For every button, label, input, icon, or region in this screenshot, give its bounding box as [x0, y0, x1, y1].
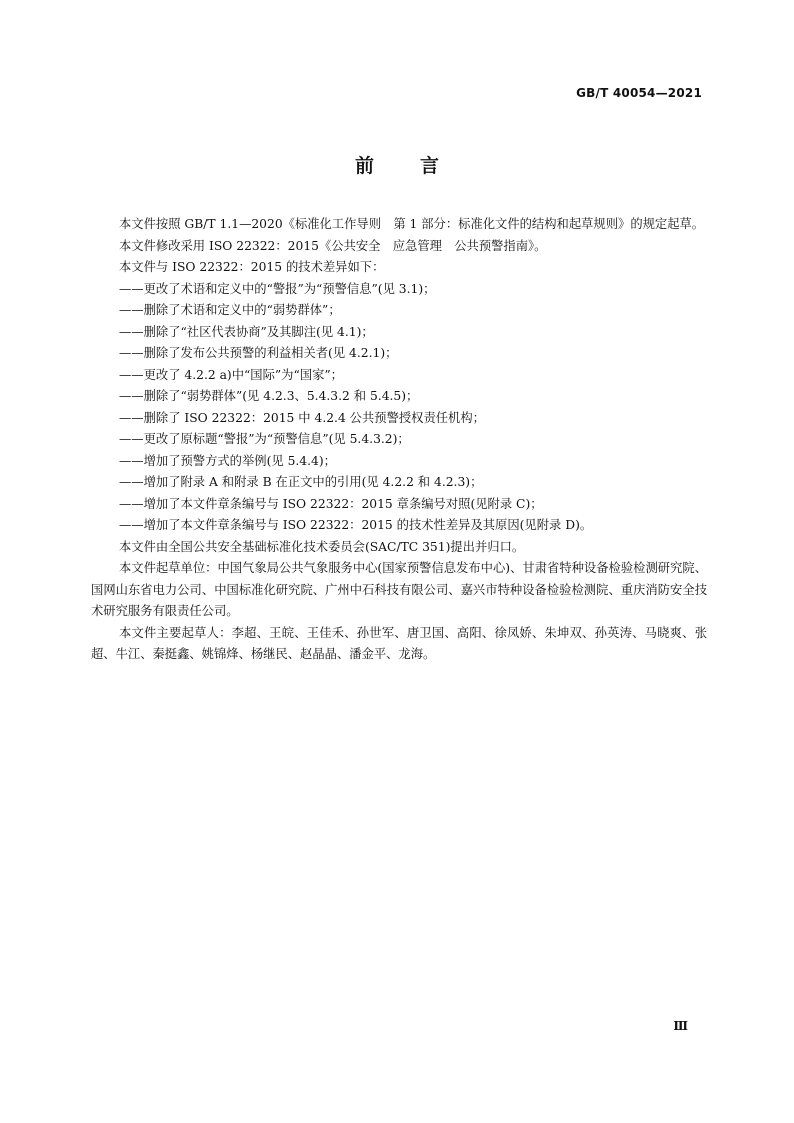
difference-item: ——增加了本文件章条编号与 ISO 22322：2015 的技术性差异及其原因(见附录 D)。 — [119, 518, 593, 532]
difference-item: ——删除了 ISO 22322：2015 中 4.2.4 公共预警授权责任机构； — [119, 410, 485, 425]
page-number: Ⅲ — [673, 1019, 688, 1033]
difference-item: ——增加了附录 A 和附录 B 在正文中的引用(见 4.2.2 和 4.2.3)； — [119, 475, 483, 489]
difference-item: ——删除了“弱势群体”(见 4.2.3、5.4.3.2 和 5.4.5)； — [119, 389, 419, 403]
difference-item: ——删除了“社区代表协商”及其脚注(见 4.1)； — [119, 324, 374, 339]
standard-number: GB/T 40054—2021 — [576, 86, 702, 100]
paragraph-committee: 本文件由全国公共安全基础标准化技术委员会(SAC/TC 351)提出并归口。 — [119, 539, 525, 554]
paragraph-adoption: 本文件修改采用 ISO 22322：2015《公共安全 应急管理 公共预警指南》。 — [119, 238, 547, 253]
paragraph-drafters: 本文件主要起草人：李超、王皖、王佳禾、孙世军、唐卫国、高阳、徐凤娇、朱坤双、孙英涛、马晓爽、张超、牛江、秦挺鑫、姚锦烽、杨继民、赵晶晶、潘金平、龙海。 — [91, 625, 707, 661]
paragraph-differences-intro: 本文件与 ISO 22322：2015 的技术差异如下： — [119, 260, 385, 274]
page-title — [0, 151, 794, 178]
title-char-2: 言 — [420, 155, 440, 177]
paragraph-drafting-units: 本文件起草单位：中国气象局公共气象服务中心(国家预警信息发布中心)、甘肃省特种设备检验检测研究院、国网山东省电力公司、中国标准化研究院、广州中石科技有限公司、嘉兴市特种设备检验检测院、重庆消防安全技术研究服务有限责任公司。 — [91, 561, 707, 618]
difference-item: ——增加了预警方式的举例(见 5.4.4)； — [119, 453, 336, 468]
difference-item: ——更改了 4.2.2 a)中“国际”为“国家”； — [119, 367, 343, 382]
difference-item: ——删除了发布公共预警的利益相关者(见 4.2.1)； — [119, 346, 398, 360]
difference-item: ——更改了原标题“警报”为“预警信息”(见 5.4.3.2)； — [119, 432, 410, 446]
difference-item: ——删除了术语和定义中的“弱势群体”； — [119, 303, 341, 317]
foreword-body — [91, 214, 707, 666]
difference-item: ——增加了本文件章条编号与 ISO 22322：2015 章条编号对照(见附录 C)； — [119, 496, 543, 511]
paragraph-drafting-rules: 本文件按照 GB/T 1.1—2020《标准化工作导则 第 1 部分：标准化文件的结构和起草规则》的规定起草。 — [119, 217, 705, 231]
difference-item: ——更改了术语和定义中的“警报”为“预警信息”(见 3.1)； — [119, 281, 436, 296]
title-char-1: 前 — [354, 155, 374, 177]
